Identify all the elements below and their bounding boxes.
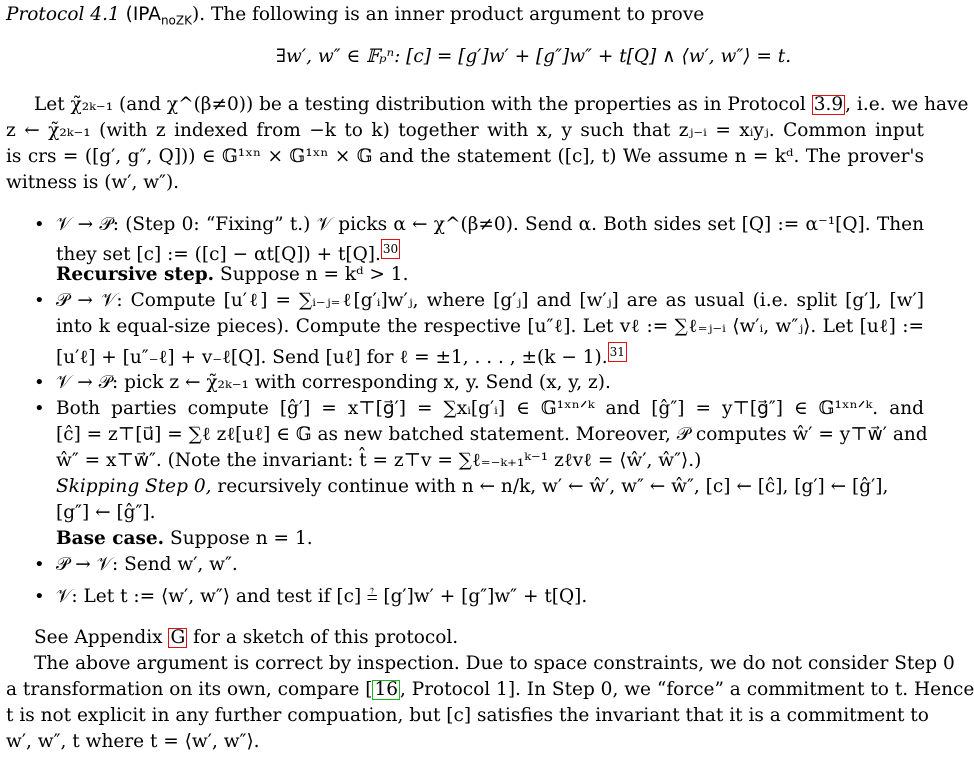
protocol-title bbox=[6, 4, 704, 26]
bullet: • bbox=[34, 586, 45, 607]
bullet: • bbox=[34, 290, 45, 311]
closing-line-2: a transformation on its own, compare [ 16 , Protocol 1]. In Step 0, we “force” a commitment to t. Hence bbox=[6, 679, 974, 700]
protocol-title-tail: ). The following is an inner product argument to prove bbox=[191, 4, 705, 25]
intro-line-4: witness is (w′, w″). bbox=[6, 172, 180, 193]
protocol-statement: ∃w′, w″ ∈ 𝔽ₚⁿ: [c] = [g′]w′ + [g″]w″ + t[Q] ∧ ⟨w′, w″⟩ = t. bbox=[276, 46, 792, 67]
base-case-heading: Base case. Suppose n = 1. bbox=[56, 528, 313, 549]
prover-step-line-2: into k equal-size pieces). Compute the respective [u″ℓ]. Let vℓ := ∑ℓ₌ⱼ₋ᵢ ⟨w′ᵢ, w″ⱼ⟩. Let [uℓ] := bbox=[56, 316, 924, 337]
footnote-31-link[interactable]: 31 bbox=[608, 342, 627, 362]
bullet: • bbox=[34, 398, 45, 419]
prover-step-line-1: 𝒫 → 𝒱: Compute [u′ℓ] = ∑ᵢ₋ⱼ₌ℓ[g′ᵢ]w′ⱼ, where [g′ⱼ] and [w′ⱼ] are as usual (i.e. split [g′], [w′] bbox=[56, 290, 924, 311]
both-parties-line-2: [ĉ] = z⊤[u⃗] = ∑ℓ zℓ[uℓ] ∈ 𝔾 as new batched statement. Moreover, 𝒫 computes ŵ′ = y⊤w⃗′ and bbox=[56, 424, 928, 445]
verifier-challenge: 𝒱 → 𝒫: pick z ← χ̃₂ₖ₋₁ with corresponding x, y. Send (x, y, z). bbox=[56, 372, 611, 393]
recursive-step-heading: Recursive step. Suppose n = kᵈ > 1. bbox=[56, 264, 409, 285]
appendix-g-link[interactable]: G bbox=[170, 627, 186, 648]
closing-line-4: w′, w″, t where t = ⟨w′, w″⟩. bbox=[6, 731, 260, 752]
protocol-label: Protocol 4.1 bbox=[6, 4, 120, 25]
closing-line-1: The above argument is correct by inspection. Due to space constraints, we do not consider Step 0 bbox=[34, 653, 955, 674]
protocol-3-9-link[interactable]: 3.9 bbox=[813, 94, 844, 115]
bullet: • bbox=[34, 554, 45, 575]
intro-line-3: is crs = ([g′, g″, Q])) ∈ 𝔾¹ˣⁿ × 𝔾¹ˣⁿ × 𝔾 and the statement ([c], t) We assume n = kᵈ. The prover's bbox=[6, 146, 924, 167]
base-test: 𝒱: Let t := ⟨w′, w″⟩ and test if [c] ≟ [g′]w′ + [g″]w″ + t[Q]. bbox=[56, 586, 588, 607]
protocol-name: ($IPA_{noZK}$ bbox=[125, 4, 192, 28]
bullet: • bbox=[34, 372, 45, 393]
citation-16-link[interactable]: 16 bbox=[374, 679, 398, 700]
both-parties-line-3: ŵ″ = x⊤w⃗″. (Note the invariant: t̂ = z⊤v = ∑ℓ₌₋ₖ₊₁ᵏ⁻¹ zℓvℓ = ⟨ŵ′, ŵ″⟩.) bbox=[56, 450, 702, 471]
appendix-line: See Appendix G for a sketch of this protocol. bbox=[34, 627, 459, 648]
footnote-30-link[interactable]: 30 bbox=[381, 239, 400, 259]
step0-line-1: 𝒱 → 𝒫: (Step 0: “Fixing” t.) 𝒱 picks α ← χ^(β≠0). Send α. Both sides set [Q] := α⁻¹[Q]. Then bbox=[56, 214, 924, 235]
intro-line-1: Let χ̃₂ₖ₋₁ (and χ^(β≠0)) be a testing distribution with the properties as in Protocol 3.9 , i.e. we have bbox=[34, 94, 969, 115]
skip-step-line-2: [g″] ← [ĝ″]. bbox=[56, 502, 156, 523]
base-send: 𝒫 → 𝒱: Send w′, w″. bbox=[56, 554, 238, 575]
both-parties-line-1: Both parties compute [ĝ′] = x⊤[g⃗′] = ∑xᵢ[g′ᵢ] ∈ 𝔾¹ˣⁿᐟᵏ and [ĝ″] = y⊤[g⃗″] ∈ 𝔾¹ˣⁿᐟᵏ. and bbox=[56, 398, 924, 419]
bullet: • bbox=[34, 214, 45, 235]
prover-step-line-3: [u′ℓ] + [u″₋ℓ] + v₋ℓ[Q]. Send [uℓ] for ℓ = ±1, . . . , ±(k − 1). $^{31}$ bbox=[56, 342, 627, 369]
step0-line-2: they set [c] := ([c] − αt[Q]) + t[Q]. $^{30}$ bbox=[56, 239, 400, 266]
intro-line-2: z ← χ̃₂ₖ₋₁ (with z indexed from −k to k) together with x, y such that zⱼ₋ᵢ = xᵢyⱼ. Common input bbox=[6, 120, 924, 141]
skip-step-line-1: Skipping Step 0, recursively continue with n ← n/k, w′ ← ŵ′, w″ ← ŵ″, [c] ← [ĉ], [g′] ← [ĝ′], bbox=[56, 476, 889, 497]
closing-line-3: t is not explicit in any further compuation, but [c] satisfies the invariant that it is a commitment to bbox=[6, 705, 929, 726]
